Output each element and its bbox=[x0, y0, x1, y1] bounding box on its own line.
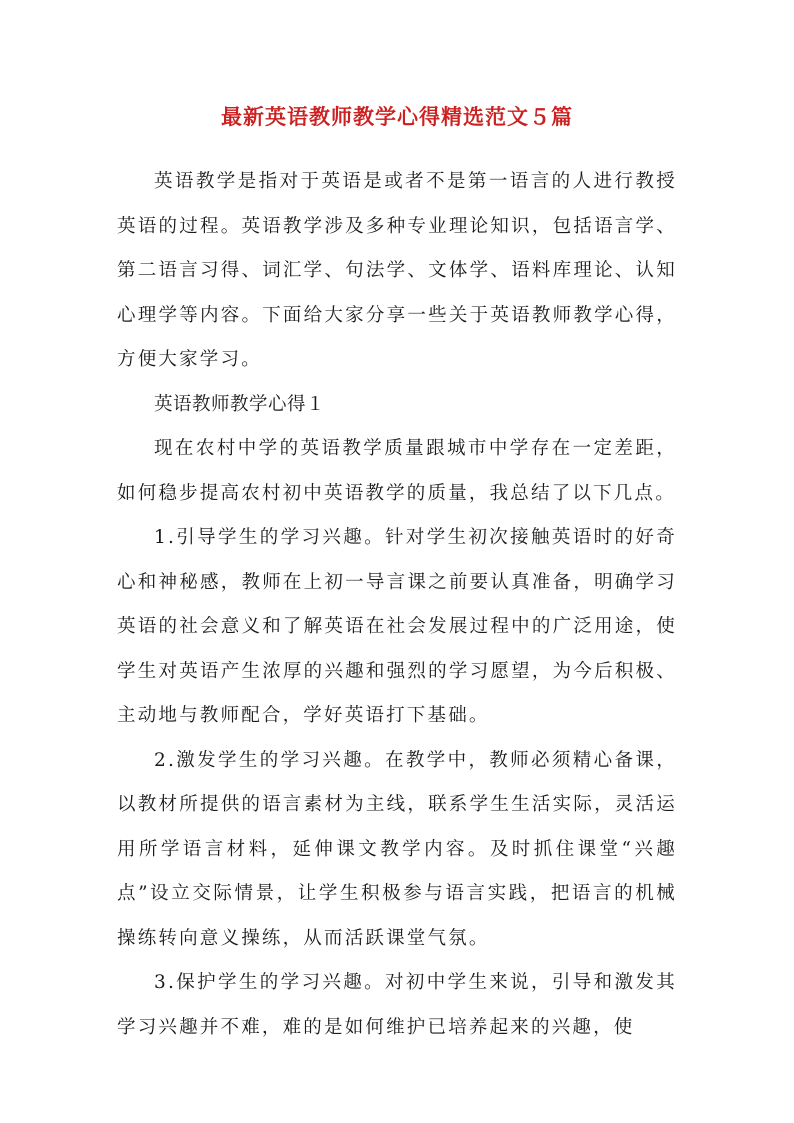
body-paragraph: 现在农村中学的英语教学质量跟城市中学存在一定差距，如何稳步提高农村初中英语教学的质量，我总结了以下几点。 bbox=[117, 438, 677, 504]
point-1-paragraph: 1.引导学生的学习兴趣。针对学生初次接触英语时的好奇心和神秘感，教师在上初一导言课之前要认真准备，明确学习英语的社会意义和了解英语在社会发展过程中的广泛用途，使学生对英语产生浓厚的兴趣和强烈的学习愿望，为今后积极、主动地与教师配合，学好英语打下基础。 bbox=[117, 527, 677, 726]
intro-paragraph: 英语教学是指对于英语是或者不是第一语言的人进行教授英语的过程。英语教学涉及多种专业理论知识，包括语言学、第二语言习得、词汇学、句法学、文体学、语料库理论、认知心理学等内容。下面给大家分享一些关于英语教师教学心得，方便大家学习。 bbox=[117, 171, 677, 370]
document-body bbox=[117, 160, 677, 1050]
point-2-paragraph: 2.激发学生的学习兴趣。在教学中，教师必须精心备课，以教材所提供的语言素材为主线，联系学生生活实际，灵活运用所学语言材料，延伸课文教学内容。及时抓住课堂“兴趣点”设立交际情景，让学生积极参与语言实践，把语言的机械操练转向意义操练，从而活跃课堂气氛。 bbox=[117, 749, 677, 949]
document-title: 最新英语教师教学心得精选范文５篇 bbox=[221, 104, 573, 129]
point-3-paragraph: 3.保护学生的学习兴趣。对初中学生来说，引导和激发其学习兴趣并不难，难的是如何维护已培养起来的兴趣，使 bbox=[117, 972, 677, 1038]
section-heading: 英语教师教学心得１ bbox=[154, 393, 326, 415]
